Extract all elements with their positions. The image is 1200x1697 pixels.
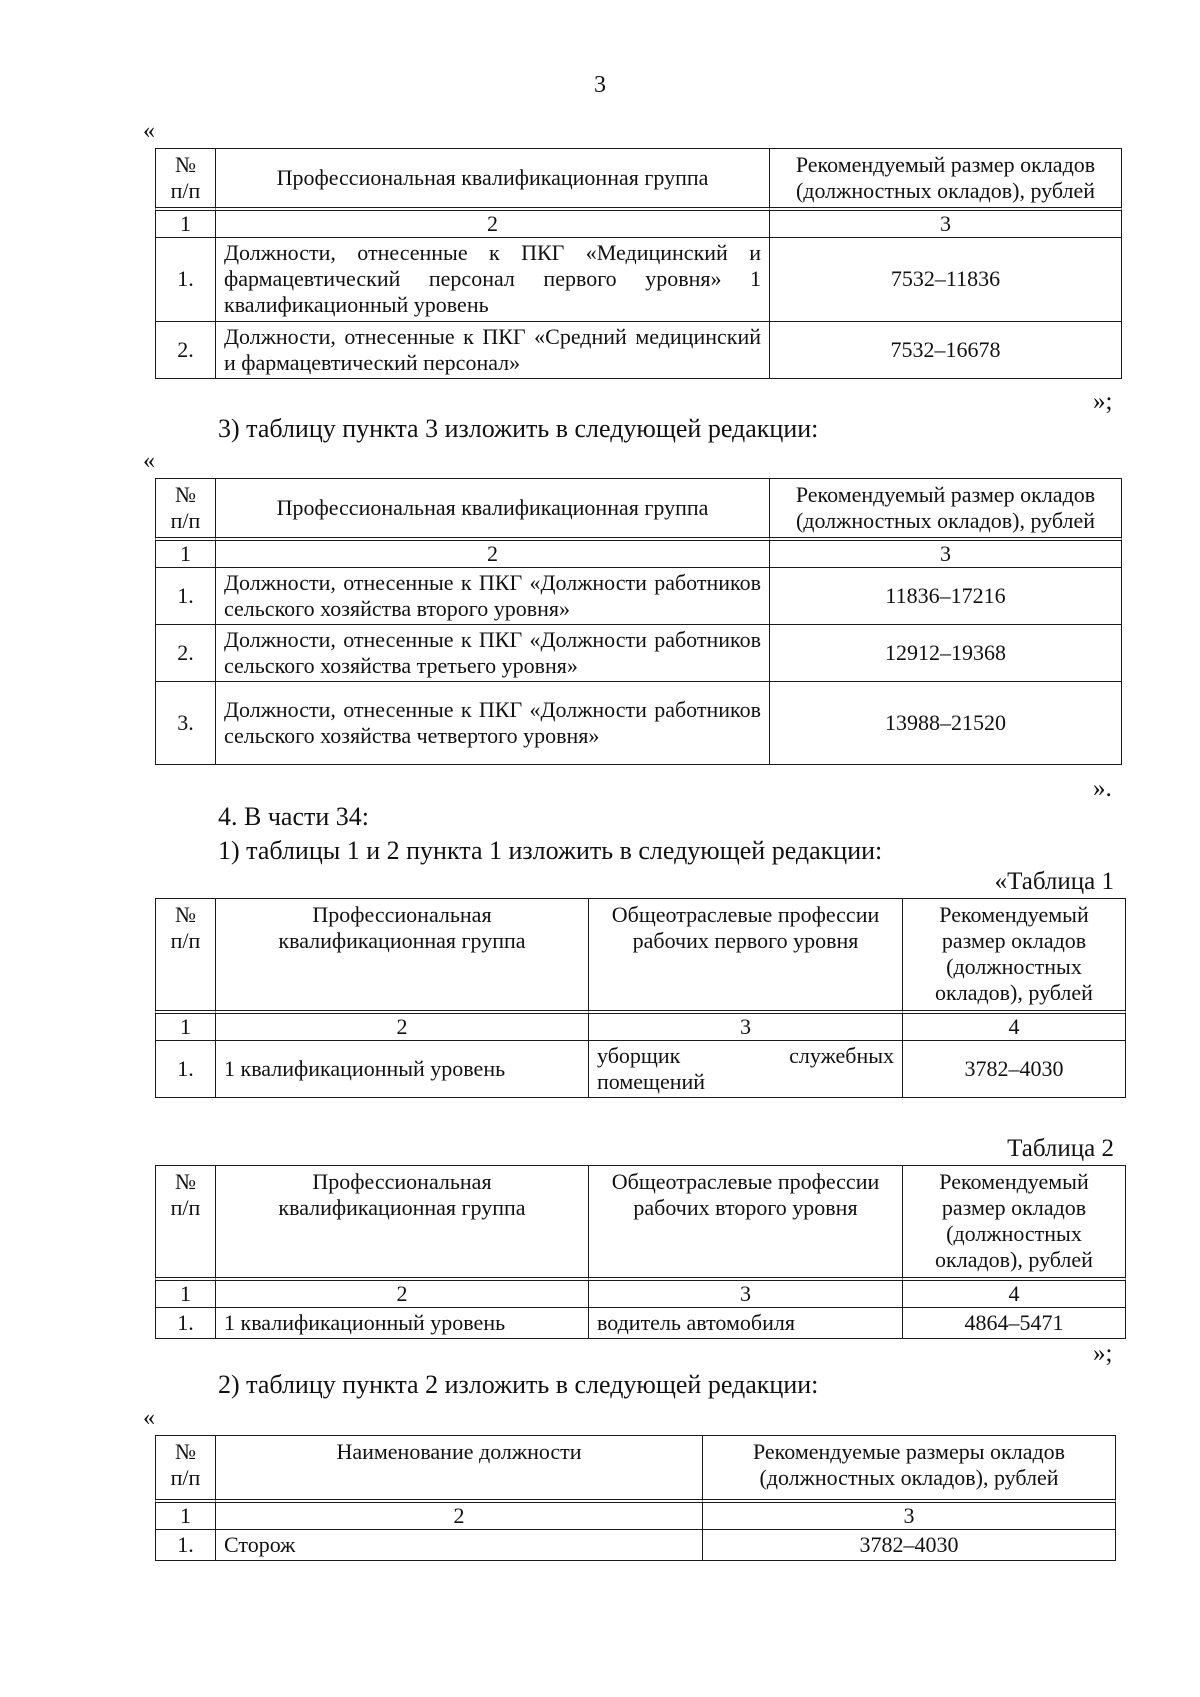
row-salary: 3782–4030 [902,1040,1126,1098]
row-group: 1 квалификационный уровень [215,1307,588,1339]
paragraph-table-point-2: 2) таблицу пункта 2 изложить в следующей редакции: [218,1370,819,1399]
quote-close-2: ». [1093,775,1112,802]
row-number: 2. [155,321,215,379]
row-number: 1. [155,1529,215,1561]
row-salary: 13988–21520 [769,681,1122,765]
header-number: № п/п [155,148,215,207]
quote-close-3: »; [1093,1340,1113,1367]
table-row [155,567,1122,624]
table-agriculture-staff [155,478,1122,765]
header-number: № п/п [155,1435,215,1499]
row-number: 2. [155,624,215,681]
col-number: 3 [769,537,1122,567]
col-number: 3 [588,1277,902,1307]
row-number: 1. [155,237,215,321]
table-row [155,681,1122,765]
header-profession: Общеотраслевые профессии рабочих второго уровня [588,1165,902,1277]
row-salary: 3782–4030 [702,1529,1116,1561]
quote-open-1: « [143,118,155,144]
header-group: Профессиональная квалификационная группа [215,898,588,1010]
col-number: 3 [769,207,1122,237]
col-number: 4 [902,1010,1126,1040]
row-number: 1. [155,567,215,624]
header-number: № п/п [155,1165,215,1277]
header-number: № п/п [155,898,215,1010]
header-position: Наименование должности [215,1435,702,1499]
header-number: № п/п [155,478,215,537]
paragraph-tables-1-2: 1) таблицы 1 и 2 пункта 1 изложить в следующей редакции: [218,836,883,865]
row-position: Сторож [215,1529,702,1561]
row-group: Должности, отнесенные к ПКГ «Должности работников сельского хозяйства второго уровня» [215,567,769,624]
col-number: 2 [215,537,769,567]
col-number: 1 [155,1010,215,1040]
caption-table-1: «Таблица 1 [994,868,1114,895]
quote-open-3: « [143,1405,155,1431]
table-row [155,1307,1126,1339]
col-number: 2 [215,1277,588,1307]
col-number: 1 [155,207,215,237]
header-salary: Рекомендуемый размер окладов (должностных окладов), рублей [902,1165,1126,1277]
quote-close-1: »; [1093,388,1113,415]
row-group: Должности, отнесенные к ПКГ «Медицинский и фармацевтический персонал первого уровня» 1 квалификационный уровень [215,237,769,321]
page-number: 3 [594,72,606,98]
header-group: Профессиональная квалификационная группа [215,478,769,537]
header-salary: Рекомендуемый размер окладов (должностных окладов), рублей [769,148,1122,207]
row-number: 3. [155,681,215,765]
table-row [155,237,1122,321]
row-number: 1. [155,1307,215,1339]
caption-table-2: Таблица 2 [1007,1135,1114,1162]
header-group: Профессиональная квалификационная группа [215,1165,588,1277]
col-number: 3 [588,1010,902,1040]
row-number: 1. [155,1040,215,1098]
row-salary: 12912–19368 [769,624,1122,681]
row-group: Должности, отнесенные к ПКГ «Средний медицинский и фармацевтический персонал» [215,321,769,379]
header-salary: Рекомендуемый размер окладов (должностных окладов), рублей [769,478,1122,537]
table-positions [155,1435,1116,1561]
table-row [155,321,1122,379]
col-number: 1 [155,1277,215,1307]
table-row [155,1040,1126,1098]
col-number: 3 [702,1499,1116,1529]
row-salary: 7532–16678 [769,321,1122,379]
row-profession: уборщик служебных помещений [588,1040,902,1098]
col-number: 2 [215,1010,588,1040]
quote-open-2: « [143,448,155,474]
table-row [155,1529,1116,1561]
col-number: 2 [215,207,769,237]
table-workers-level-2 [155,1165,1126,1339]
row-salary: 4864–5471 [902,1307,1126,1339]
col-number: 2 [215,1499,702,1529]
header-salary: Рекомендуемые размеры окладов (должностных окладов), рублей [702,1435,1116,1499]
table-workers-level-1 [155,898,1126,1098]
col-number: 1 [155,537,215,567]
header-salary: Рекомендуемый размер окладов (должностных окладов), рублей [902,898,1126,1010]
paragraph-table-3: 3) таблицу пункта 3 изложить в следующей редакции: [218,414,819,443]
row-group: 1 квалификационный уровень [215,1040,588,1098]
header-group: Профессиональная квалификационная группа [215,148,769,207]
col-number: 1 [155,1499,215,1529]
paragraph-part-34: 4. В части 34: [218,802,369,831]
row-group: Должности, отнесенные к ПКГ «Должности работников сельского хозяйства четвертого уровня» [215,681,769,765]
table-row [155,624,1122,681]
col-number: 4 [902,1277,1126,1307]
row-group: Должности, отнесенные к ПКГ «Должности работников сельского хозяйства третьего уровня» [215,624,769,681]
header-profession: Общеотраслевые профессии рабочих первого уровня [588,898,902,1010]
table-medical-staff [155,148,1122,379]
row-salary: 11836–17216 [769,567,1122,624]
row-profession: водитель автомобиля [588,1307,902,1339]
row-salary: 7532–11836 [769,237,1122,321]
